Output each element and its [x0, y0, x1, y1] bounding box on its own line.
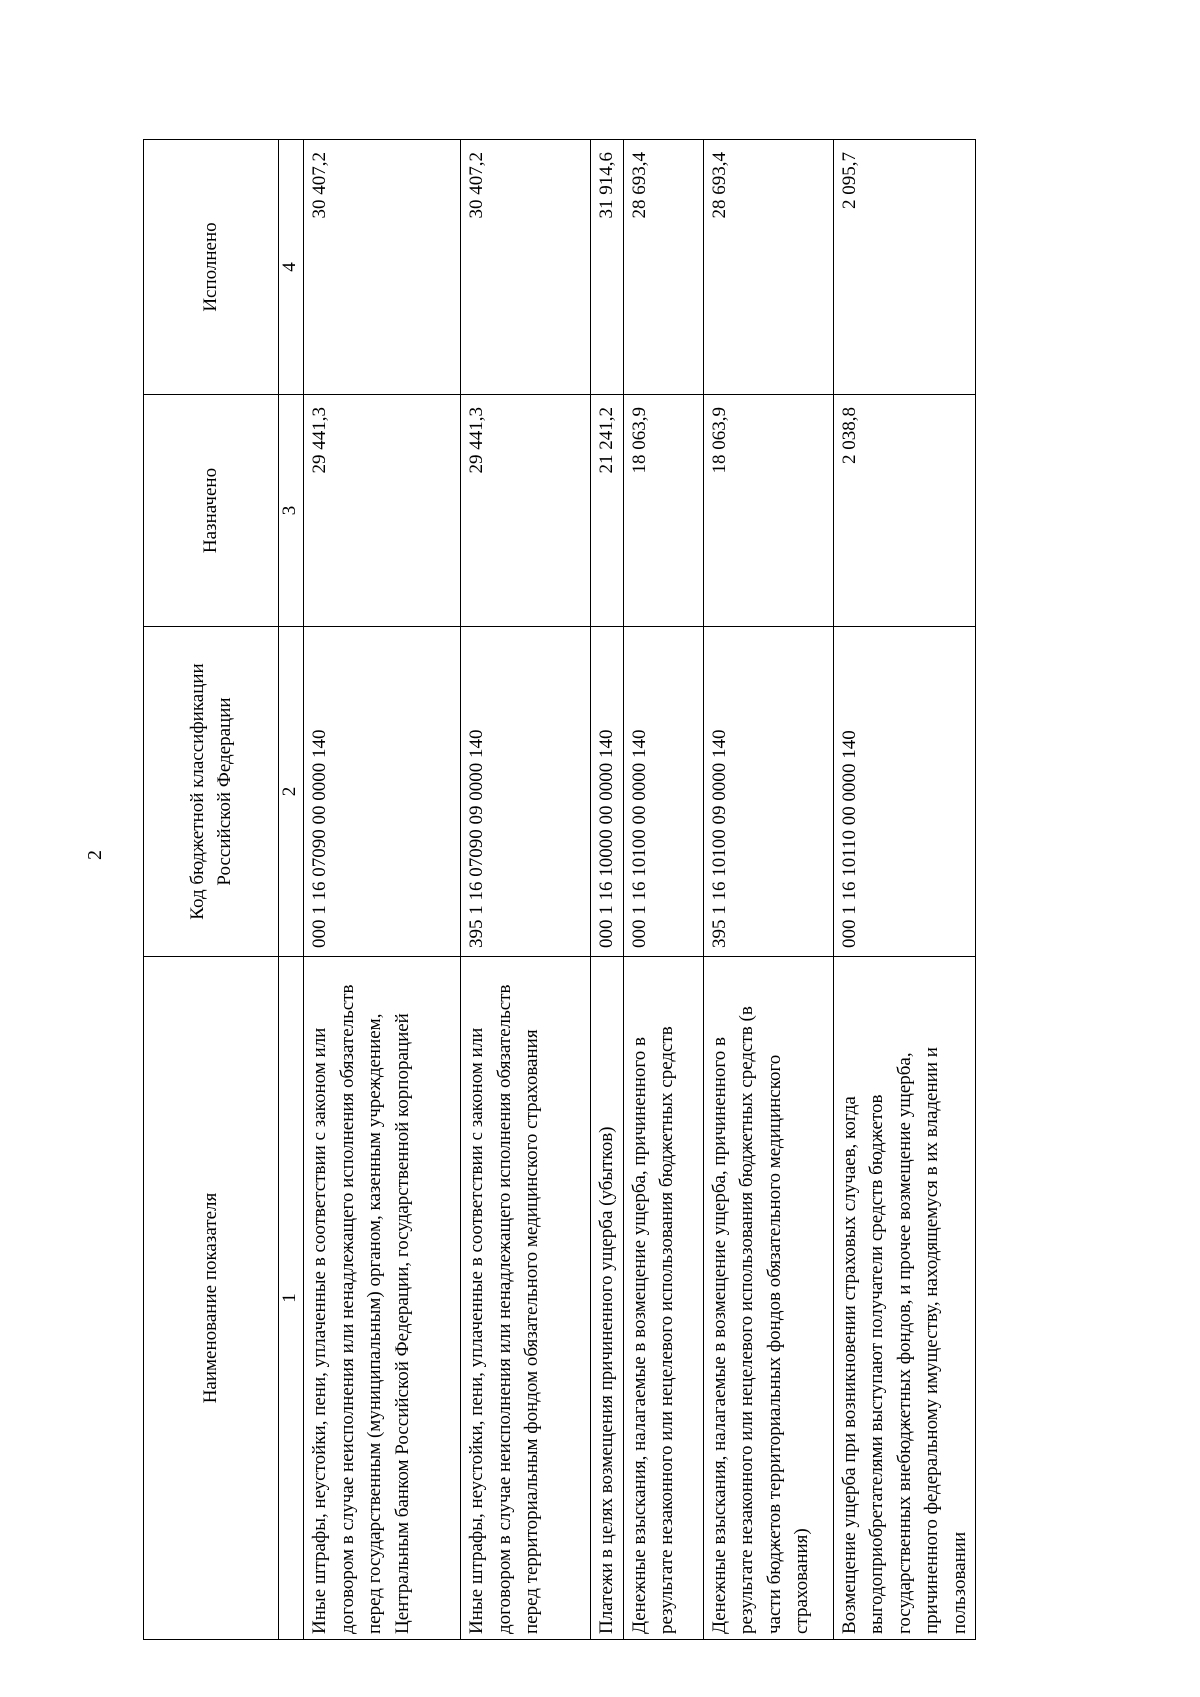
- indicator-name: Иные штрафы, неустойки, пени, уплаченные в соответствии с законом или договором в случае неисполнения или ненадлежащего исполнения обязательств перед государственным (муниципальным) органом, казенным учреждением, Центральным банком Российской Федерации, государственной корпорацией: [304, 957, 461, 1640]
- page-number: 2: [84, 850, 106, 860]
- header-indicator-name: Наименование показателя: [144, 957, 279, 1640]
- column-number: 1: [279, 957, 304, 1640]
- assigned-value: 18 063,9: [703, 395, 833, 627]
- column-number: 4: [279, 140, 304, 395]
- assigned-value: 21 241,2: [591, 395, 624, 627]
- executed-value: 28 693,4: [703, 140, 833, 395]
- assigned-value: 2 038,8: [833, 395, 976, 627]
- executed-value: 28 693,4: [623, 140, 703, 395]
- budget-code: 000 1 16 07090 00 0000 140: [304, 627, 461, 957]
- executed-value: 30 407,2: [304, 140, 461, 395]
- indicator-name: Иные штрафы, неустойки, пени, уплаченные в соответствии с законом или договором в случае неисполнения или ненадлежащего исполнения обязательств перед территориальным фондом обязательного медицинского страхования: [461, 957, 591, 1640]
- executed-value: 31 914,6: [591, 140, 624, 395]
- budget-execution-table: [143, 139, 976, 1640]
- indicator-name: Денежные взыскания, налагаемые в возмещение ущерба, причиненного в результате незаконного или нецелевого использования бюджетных средств (в части бюджетов территориальных фондов обязательного медицинского страхования): [703, 957, 833, 1640]
- column-number-row: [279, 140, 304, 1640]
- budget-code: 000 1 16 10000 00 0000 140: [591, 627, 624, 957]
- budget-code: 000 1 16 10100 00 0000 140: [623, 627, 703, 957]
- indicator-name: Возмещение ущерба при возникновении страховых случаев, когда выгодоприобретателями выступают получатели средств бюджетов государственных внебюджетных фондов, и прочее возмещение ущерба, причиненного федеральному имуществу, находящемуся в их владении и пользовании: [833, 957, 976, 1640]
- indicator-name: Денежные взыскания, налагаемые в возмещение ущерба, причиненного в результате незаконного или нецелевого использования бюджетных средств: [623, 957, 703, 1640]
- budget-code: 395 1 16 10100 09 0000 140: [703, 627, 833, 957]
- table-row: [703, 140, 833, 1640]
- budget-code: 395 1 16 07090 09 0000 140: [461, 627, 591, 957]
- indicator-name: Платежи в целях возмещения причиненного ущерба (убытков): [591, 957, 624, 1640]
- budget-table-container: [143, 140, 970, 1640]
- executed-value: 30 407,2: [461, 140, 591, 395]
- table-row: [591, 140, 624, 1640]
- executed-value: 2 095,7: [833, 140, 976, 395]
- table-row: [461, 140, 591, 1640]
- header-assigned: Назначено: [144, 395, 279, 627]
- table-row: [833, 140, 976, 1640]
- table-row: [623, 140, 703, 1640]
- header-executed: Исполнено: [144, 140, 279, 395]
- assigned-value: 29 441,3: [304, 395, 461, 627]
- table-row: [304, 140, 461, 1640]
- column-number: 3: [279, 395, 304, 627]
- budget-code: 000 1 16 10110 00 0000 140: [833, 627, 976, 957]
- header-budget-code: Код бюджетной классификации Российской Федерации: [144, 627, 279, 957]
- assigned-value: 29 441,3: [461, 395, 591, 627]
- column-number: 2: [279, 627, 304, 957]
- assigned-value: 18 063,9: [623, 395, 703, 627]
